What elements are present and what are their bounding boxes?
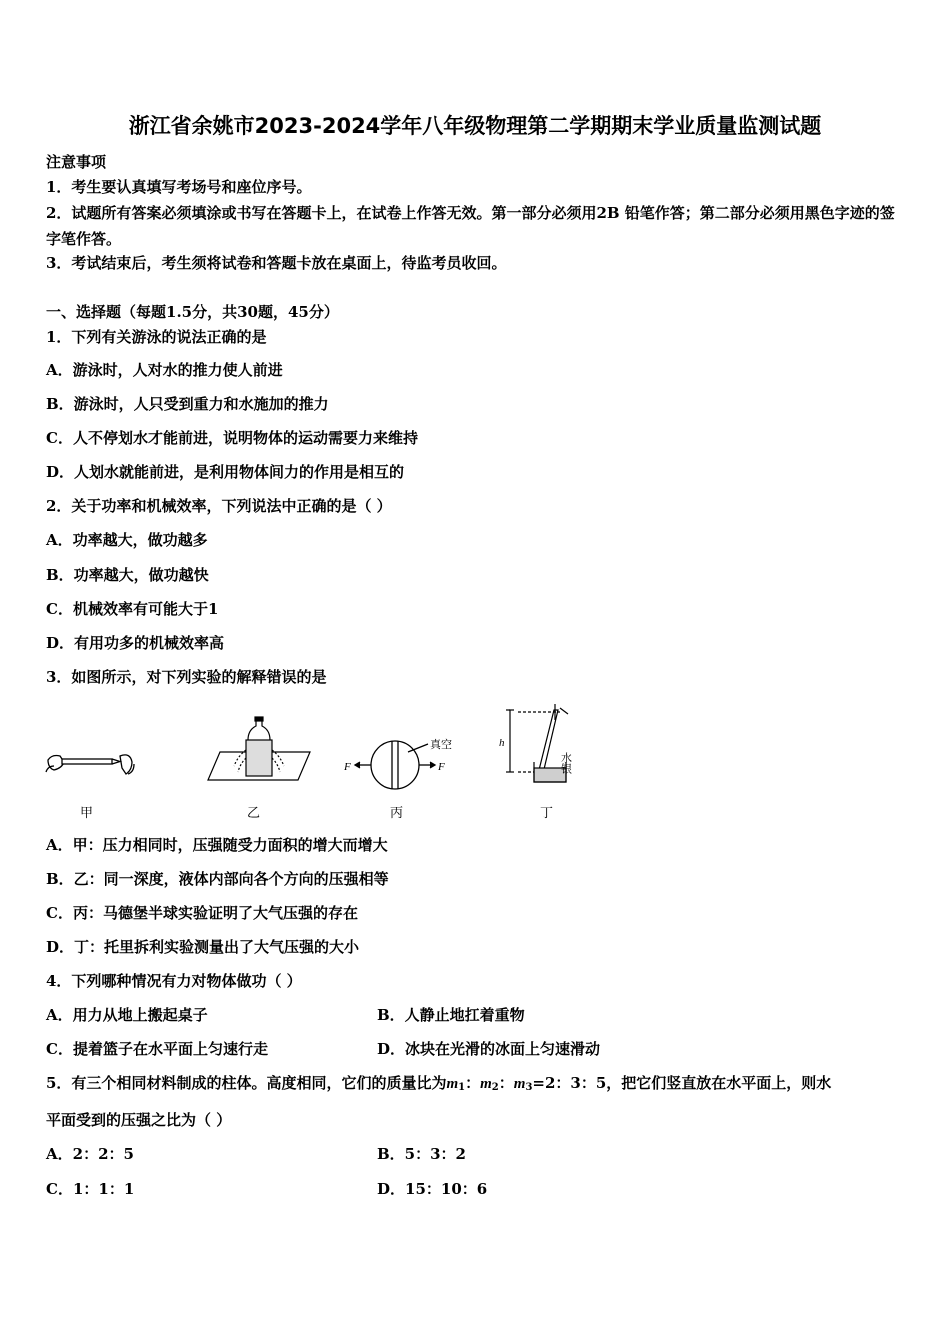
question-stem: 4．下列哪种情况有力对物体做功（ ） bbox=[46, 972, 302, 990]
question-option: A．功率越大，做功越多 bbox=[46, 531, 208, 549]
question-stem: 3．如图所示，对下列实验的解释错误的是 bbox=[46, 668, 327, 686]
notice-heading: 注意事项 bbox=[46, 153, 107, 171]
question-stem: 2．关于功率和机械效率，下列说法中正确的是（ ） bbox=[46, 497, 392, 515]
mass-sub: 1 bbox=[458, 1082, 466, 1093]
notice-item: 1．考生要认真填写考场号和座位序号。 bbox=[46, 178, 312, 196]
figure-label-ding: 丁 bbox=[540, 806, 554, 821]
mass-var: m bbox=[513, 1076, 526, 1092]
notice-item: 2．试题所有答案必须填涂或书写在答题卡上，在试卷上作答无效。第一部分必须用2B 铅笔作答；第二部分必须用黑色字迹的签字笔作答。 bbox=[46, 204, 895, 248]
mass-var: m bbox=[446, 1076, 459, 1092]
question-option: C．丙：马德堡半球实验证明了大气压强的存在 bbox=[46, 904, 358, 922]
mass-sub: 2 bbox=[491, 1082, 499, 1093]
question-option: B．功率越大，做功越快 bbox=[46, 566, 209, 584]
question-option: A．2：2：5 bbox=[46, 1145, 134, 1163]
question-option: C．机械效率有可能大于1 bbox=[46, 600, 219, 618]
question-option: A．用力从地上搬起桌子 bbox=[46, 1006, 208, 1024]
question-option: D．15：10：6 bbox=[377, 1180, 488, 1198]
question-option: D．丁：托里拆利实验测量出了大气压强的大小 bbox=[46, 938, 360, 956]
question-option: A．甲：压力相同时，压强随受力面积的增大而增大 bbox=[46, 836, 388, 854]
ratio-value: =2：3：5 bbox=[532, 1074, 607, 1092]
vacuum-label: 真空 bbox=[430, 738, 452, 751]
mass-sub: 3 bbox=[525, 1082, 533, 1093]
mass-var: m bbox=[480, 1076, 492, 1092]
question-option: B．5：3：2 bbox=[377, 1145, 466, 1163]
question-option: B．游泳时，人只受到重力和水施加的推力 bbox=[46, 395, 329, 413]
question-option: D．有用功多的机械效率高 bbox=[46, 634, 225, 652]
mercury-label: 水银 bbox=[559, 752, 573, 774]
stem-suffix: ，把它们竖直放在水平面上，则水 bbox=[606, 1074, 832, 1092]
question-option: D．人划水就能前进，是利用物体间力的作用是相互的 bbox=[46, 463, 405, 481]
notice-item: 3．考试结束后，考生须将试卷和答题卡放在桌面上，待监考员收回。 bbox=[46, 254, 507, 272]
experiment-figures bbox=[40, 700, 640, 825]
question-option: B．人静止地扛着重物 bbox=[377, 1006, 525, 1024]
question-option: A．游泳时，人对水的推力使人前进 bbox=[46, 361, 283, 379]
bottle-drawing bbox=[208, 717, 310, 780]
question-stem-continued: 平面受到的压强之比为（ ） bbox=[46, 1111, 232, 1129]
figure-label-yi: 乙 bbox=[247, 806, 261, 821]
pencil-fingers-drawing bbox=[46, 755, 134, 774]
hemispheres-drawing bbox=[355, 741, 435, 789]
question-option: C．1：1：1 bbox=[46, 1180, 135, 1198]
force-right-label: F bbox=[438, 761, 445, 773]
question-option: D．冰块在光滑的冰面上匀速滑动 bbox=[377, 1040, 601, 1058]
figure-label-bing: 丙 bbox=[390, 806, 404, 821]
section-heading: 一、选择题（每题1.5分，共30题，45分） bbox=[46, 303, 339, 321]
figure-label-jia: 甲 bbox=[80, 806, 94, 821]
question-option: C．人不停划水才能前进，说明物体的运动需要力来维持 bbox=[46, 429, 418, 447]
height-label: h bbox=[499, 737, 505, 749]
force-left-label: F bbox=[344, 761, 351, 773]
question-option: B．乙：同一深度，液体内部向各个方向的压强相等 bbox=[46, 870, 389, 888]
question-stem: 1．下列有关游泳的说法正确的是 bbox=[46, 328, 267, 346]
question-option: C．提着篮子在水平面上匀速行走 bbox=[46, 1040, 268, 1058]
page-title: 浙江省余姚市2023-2024学年八年级物理第二学期期末学业质量监测试题 bbox=[128, 114, 822, 138]
stem-prefix: 5．有三个相同材料制成的柱体。高度相同，它们的质量比为 bbox=[46, 1074, 447, 1092]
question-stem: 5．有三个相同材料制成的柱体。高度相同，它们的质量比为$m_1$：$m_2$：$m_3=2$：3：5，把它们竖直放在水平面上，则水 bbox=[46, 1074, 832, 1093]
